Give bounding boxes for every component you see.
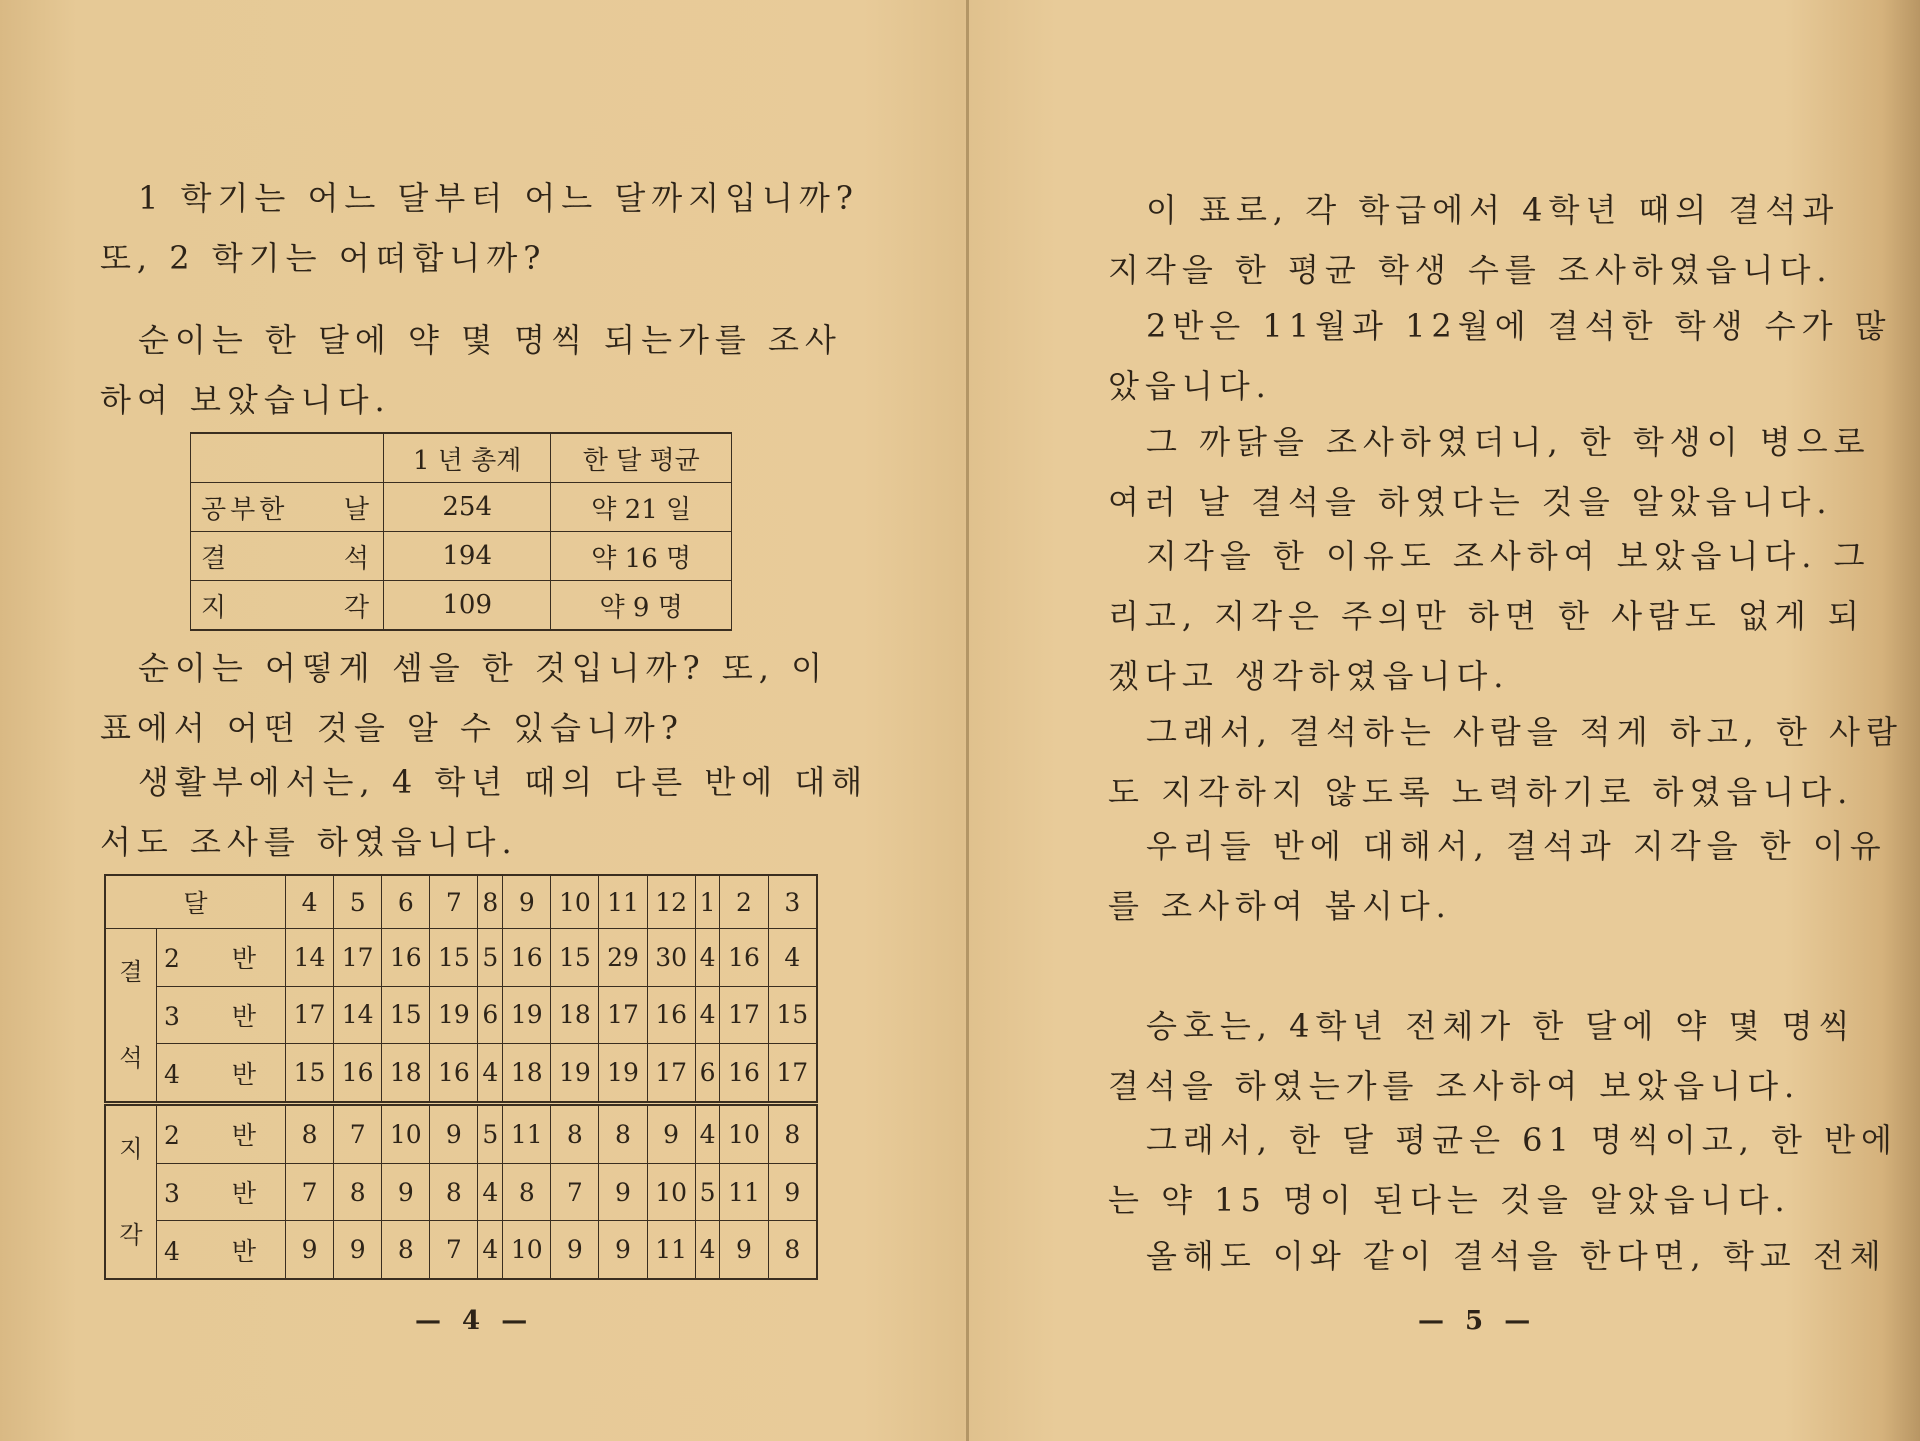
text-line: 그 까닭을 조사하였더니, 한 학생이 병으로 xyxy=(1146,423,1871,461)
table-header-row xyxy=(191,433,732,483)
value-cell: 7 xyxy=(551,1163,599,1221)
value-cell: 14 xyxy=(286,929,334,987)
table-row xyxy=(191,581,732,631)
value-cell: 15 xyxy=(382,986,430,1044)
text-line: 올해도 이와 같이 결석을 한다면, 학교 전체 xyxy=(1146,1237,1887,1275)
value-cell: 17 xyxy=(768,1044,817,1104)
total-cell: 194 xyxy=(384,532,551,581)
value-cell: 19 xyxy=(551,1044,599,1104)
month-cell: 5 xyxy=(334,875,382,929)
text-line: 순이는 한 달에 약 몇 명씩 되는가를 조사 xyxy=(138,321,842,359)
monthly-attendance-table xyxy=(104,874,818,1280)
group-label xyxy=(105,1104,157,1280)
value-cell: 11 xyxy=(647,1221,695,1279)
left-page xyxy=(100,0,869,1441)
text-line: 생활부에서는, 4 학년 때의 다른 반에 대해 xyxy=(138,763,869,801)
paragraph xyxy=(1108,412,1871,532)
month-cell: 3 xyxy=(768,875,817,929)
table-row xyxy=(191,483,732,532)
row-label: 공부한 날 xyxy=(191,483,384,532)
value-cell: 16 xyxy=(382,929,430,987)
class-label: 4 반 xyxy=(157,1221,286,1279)
value-cell: 8 xyxy=(599,1104,647,1164)
value-cell: 9 xyxy=(599,1221,647,1279)
paragraph xyxy=(1108,1110,1898,1230)
text-line: 여러 날 결석을 하였다는 것을 알았읍니다. xyxy=(1108,483,1833,521)
row-label: 결 석 xyxy=(191,532,384,581)
text-line: 지각을 한 평균 학생 수를 조사하였읍니다. xyxy=(1108,251,1833,289)
value-cell: 11 xyxy=(503,1104,551,1164)
text-line: 하여 보았습니다. xyxy=(100,381,391,419)
value-cell: 9 xyxy=(382,1163,430,1221)
total-cell: 254 xyxy=(384,483,551,532)
value-cell: 7 xyxy=(286,1163,334,1221)
class-label: 3 반 xyxy=(157,986,286,1044)
group-label xyxy=(105,929,157,1104)
value-cell: 5 xyxy=(478,929,503,987)
value-cell: 8 xyxy=(286,1104,334,1164)
value-cell: 8 xyxy=(551,1104,599,1164)
text-line: 서도 조사를 하였읍니다. xyxy=(100,823,518,861)
paragraph xyxy=(1108,1226,1887,1286)
group-label-top: 결 xyxy=(119,958,143,986)
value-cell: 4 xyxy=(695,929,720,987)
page-number: — 5 — xyxy=(1418,1306,1537,1336)
value-cell: 14 xyxy=(334,986,382,1044)
text-line: 또, 2 학기는 어떠합니까? xyxy=(100,239,547,277)
class-label: 4 반 xyxy=(157,1044,286,1104)
month-cell: 8 xyxy=(478,875,503,929)
value-cell: 19 xyxy=(430,986,478,1044)
text-line: 순이는 어떻게 셈을 한 것입니까? 또, 이 xyxy=(138,649,829,687)
value-cell: 9 xyxy=(720,1221,768,1279)
value-cell: 9 xyxy=(430,1104,478,1164)
value-cell: 5 xyxy=(695,1163,720,1221)
table-row xyxy=(105,929,817,987)
value-cell: 8 xyxy=(768,1221,817,1279)
paragraph xyxy=(1108,816,1887,936)
text-line: 는 약 15 명이 된다는 것을 알았읍니다. xyxy=(1108,1181,1791,1219)
page-number: — 4 — xyxy=(415,1306,534,1336)
value-cell: 16 xyxy=(334,1044,382,1104)
paragraph xyxy=(1108,526,1871,706)
value-cell: 16 xyxy=(503,929,551,987)
value-cell: 4 xyxy=(768,929,817,987)
value-cell: 5 xyxy=(478,1104,503,1164)
text-line: 았읍니다. xyxy=(1108,367,1272,405)
value-cell: 16 xyxy=(430,1044,478,1104)
paragraph xyxy=(1108,296,1892,416)
summary-table xyxy=(190,432,732,631)
table-row xyxy=(105,1163,817,1221)
value-cell: 9 xyxy=(286,1221,334,1279)
text-line: 표에서 어떤 것을 알 수 있습니까? xyxy=(100,709,684,747)
value-cell: 15 xyxy=(551,929,599,987)
table-row xyxy=(105,986,817,1044)
table-row xyxy=(105,1104,817,1164)
value-cell: 4 xyxy=(478,1163,503,1221)
class-label: 2 반 xyxy=(157,929,286,987)
value-cell: 8 xyxy=(334,1163,382,1221)
value-cell: 9 xyxy=(334,1221,382,1279)
value-cell: 15 xyxy=(768,986,817,1044)
month-cell: 7 xyxy=(430,875,478,929)
month-cell: 11 xyxy=(599,875,647,929)
value-cell: 6 xyxy=(478,986,503,1044)
class-label: 2 반 xyxy=(157,1104,286,1164)
value-cell: 18 xyxy=(382,1044,430,1104)
text-line: 도 지각하지 않도록 노력하기로 하였읍니다. xyxy=(1108,773,1854,811)
month-cell: 12 xyxy=(647,875,695,929)
value-cell: 9 xyxy=(768,1163,817,1221)
value-cell: 8 xyxy=(768,1104,817,1164)
text-line: 승호는, 4학년 전체가 한 달에 약 몇 명씩 xyxy=(1146,1007,1856,1045)
header-cell: 1 년 총계 xyxy=(384,433,551,483)
text-line: 결석을 하였는가를 조사하여 보았읍니다. xyxy=(1108,1067,1801,1105)
value-cell: 15 xyxy=(430,929,478,987)
value-cell: 19 xyxy=(599,1044,647,1104)
paragraph xyxy=(1108,996,1856,1116)
text-line: 우리들 반에 대해서, 결석과 지각을 한 이유 xyxy=(1146,827,1887,865)
value-cell: 29 xyxy=(599,929,647,987)
value-cell: 16 xyxy=(647,986,695,1044)
value-cell: 16 xyxy=(720,929,768,987)
month-cell: 9 xyxy=(503,875,551,929)
group-label-top: 지 xyxy=(119,1135,143,1163)
value-cell: 10 xyxy=(382,1104,430,1164)
month-cell: 2 xyxy=(720,875,768,929)
value-cell: 16 xyxy=(720,1044,768,1104)
table-row xyxy=(191,532,732,581)
value-cell: 8 xyxy=(430,1163,478,1221)
table-row xyxy=(105,1044,817,1104)
month-cell: 10 xyxy=(551,875,599,929)
value-cell: 17 xyxy=(599,986,647,1044)
paragraph xyxy=(100,168,859,288)
value-cell: 9 xyxy=(599,1163,647,1221)
value-cell: 7 xyxy=(430,1221,478,1279)
value-cell: 4 xyxy=(478,1044,503,1104)
paragraph xyxy=(1108,702,1903,822)
value-cell: 10 xyxy=(503,1221,551,1279)
row-label: 지 각 xyxy=(191,581,384,631)
paragraph xyxy=(100,638,829,758)
text-line: 리고, 지각은 주의만 하면 한 사람도 없게 되 xyxy=(1108,597,1865,635)
header-cell xyxy=(191,433,384,483)
paragraph xyxy=(100,310,842,430)
group-label-bottom: 각 xyxy=(119,1221,143,1249)
value-cell: 10 xyxy=(647,1163,695,1221)
value-cell: 6 xyxy=(695,1044,720,1104)
value-cell: 8 xyxy=(503,1163,551,1221)
month-label: 달 xyxy=(105,875,286,929)
value-cell: 4 xyxy=(695,1104,720,1164)
text-line: 이 표로, 각 학급에서 4학년 때의 결석과 xyxy=(1146,191,1840,229)
text-line: 를 조사하여 봅시다. xyxy=(1108,887,1452,925)
text-line: 지각을 한 이유도 조사하여 보았읍니다. 그 xyxy=(1146,537,1871,575)
month-cell: 6 xyxy=(382,875,430,929)
text-line: 1 학기는 어느 달부터 어느 달까지입니까? xyxy=(138,179,859,217)
value-cell: 17 xyxy=(334,929,382,987)
value-cell: 17 xyxy=(647,1044,695,1104)
right-page xyxy=(1108,0,1903,1441)
month-cell: 4 xyxy=(286,875,334,929)
value-cell: 17 xyxy=(286,986,334,1044)
value-cell: 8 xyxy=(382,1221,430,1279)
average-cell: 약 9 명 xyxy=(551,581,732,631)
average-cell: 약 21 일 xyxy=(551,483,732,532)
value-cell: 18 xyxy=(503,1044,551,1104)
value-cell: 4 xyxy=(478,1221,503,1279)
value-cell: 4 xyxy=(695,1221,720,1279)
value-cell: 11 xyxy=(720,1163,768,1221)
value-cell: 7 xyxy=(334,1104,382,1164)
text-line: 겠다고 생각하였읍니다. xyxy=(1108,657,1510,695)
class-label: 3 반 xyxy=(157,1163,286,1221)
text-line: 그래서, 한 달 평균은 61 명씩이고, 한 반에 xyxy=(1146,1121,1898,1159)
value-cell: 10 xyxy=(720,1104,768,1164)
header-cell: 한 달 평균 xyxy=(551,433,732,483)
paragraph xyxy=(1108,180,1840,300)
average-cell: 약 16 명 xyxy=(551,532,732,581)
value-cell: 15 xyxy=(286,1044,334,1104)
value-cell: 4 xyxy=(695,986,720,1044)
value-cell: 9 xyxy=(551,1221,599,1279)
value-cell: 19 xyxy=(503,986,551,1044)
total-cell: 109 xyxy=(384,581,551,631)
group-label-bottom: 석 xyxy=(119,1044,143,1072)
month-cell: 1 xyxy=(695,875,720,929)
paragraph xyxy=(100,752,869,872)
table-header-row xyxy=(105,875,817,929)
text-line: 2반은 11월과 12월에 결석한 학생 수가 많 xyxy=(1146,307,1892,345)
value-cell: 30 xyxy=(647,929,695,987)
value-cell: 17 xyxy=(720,986,768,1044)
table-row xyxy=(105,1221,817,1279)
book-spine xyxy=(966,0,969,1441)
value-cell: 18 xyxy=(551,986,599,1044)
value-cell: 9 xyxy=(647,1104,695,1164)
text-line: 그래서, 결석하는 사람을 적게 하고, 한 사람 xyxy=(1146,713,1903,751)
